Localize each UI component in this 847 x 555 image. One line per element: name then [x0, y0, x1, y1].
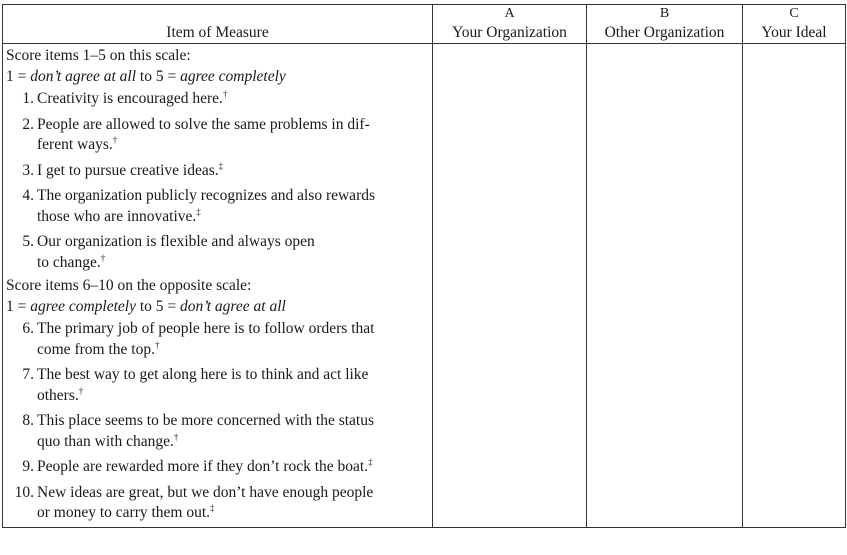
list-item	[3, 230, 432, 276]
header-row	[3, 5, 846, 44]
item-number: 7.	[22, 366, 34, 383]
source-footnote-mark: ‡	[368, 457, 373, 467]
list-item	[3, 455, 432, 481]
items-group-1	[3, 87, 432, 276]
item-number: 4.	[22, 187, 34, 204]
source-footnote-mark: †	[154, 339, 160, 350]
list-item	[3, 481, 432, 527]
item-text-continued: come from the top.	[37, 340, 155, 358]
column-a-title: Your Organization	[452, 24, 567, 41]
column-a-score-cells[interactable]	[433, 44, 587, 528]
column-c-letter: C	[789, 6, 799, 21]
item-number: 3.	[22, 161, 34, 179]
list-item	[3, 87, 432, 113]
source-footnote-mark: ‡	[210, 503, 215, 513]
item-column-title: Item of Measure	[166, 24, 269, 41]
column-c-score-cells[interactable]	[743, 44, 846, 528]
list-item	[3, 113, 432, 159]
table-body-row	[3, 44, 846, 528]
item-number: 5.	[22, 233, 34, 250]
section-1-instructions	[3, 44, 432, 87]
source-footnote-mark: ‡	[218, 160, 224, 171]
column-c-header	[743, 5, 846, 44]
column-b-letter: B	[659, 6, 670, 21]
item-number: 6.	[22, 320, 34, 337]
item-text-continued: others.	[37, 386, 79, 404]
item-text-continued: ferent ways.	[37, 136, 113, 153]
item-text: This place seems to be more concerned with the status	[37, 412, 375, 429]
item-text-continued: or money to carry them out.	[37, 504, 211, 521]
item-text-continued: quo than with change.	[37, 432, 174, 450]
list-item	[3, 409, 432, 455]
list-item	[3, 363, 432, 409]
list-item	[3, 184, 432, 230]
list-item	[3, 317, 432, 363]
section-2-instructions	[3, 276, 432, 317]
section-1-heading: Score items 1–5 on this scale:	[6, 47, 191, 64]
item-text: The best way to get along here is to think and act like	[37, 366, 369, 383]
item-text: The primary job of people here is to follow orders that	[37, 320, 375, 337]
list-item	[3, 159, 432, 185]
section-2-scale: 1 = agree completely to 5 = don’t agree at all	[6, 297, 286, 315]
column-b-score-cells[interactable]	[587, 44, 743, 528]
column-a-header	[433, 5, 587, 44]
item-text: The organization publicly recognizes and also rewards	[37, 187, 376, 204]
item-column	[3, 44, 433, 528]
column-a-letter: A	[504, 6, 515, 21]
item-number: 2.	[22, 115, 34, 133]
source-footnote-mark: †	[222, 89, 228, 99]
source-footnote-mark: †	[78, 385, 84, 396]
item-number: 10.	[14, 483, 34, 501]
item-column-header	[3, 5, 433, 44]
column-c-title: Your Ideal	[761, 24, 827, 41]
column-b-title: Other Organization	[604, 24, 725, 41]
item-text: I get to pursue creative ideas.	[37, 161, 219, 179]
section-1-scale: 1 = don’t agree at all to 5 = agree completely	[6, 67, 286, 85]
items-group-2	[3, 317, 432, 527]
item-text-continued: to change.	[37, 253, 101, 271]
item-text-continued: those who are innovative.	[37, 207, 197, 225]
item-text: Creativity is encouraged here.	[37, 90, 223, 107]
source-footnote-mark: †	[112, 135, 118, 145]
source-footnote-mark: †	[100, 252, 106, 263]
item-text: People are allowed to solve the same problems in dif-	[37, 115, 370, 133]
item-number: 9.	[22, 458, 34, 475]
measure-table	[2, 4, 846, 528]
item-text: People are rewarded more if they don’t rock the boat.	[37, 458, 369, 475]
item-text: New ideas are great, but we don’t have enough people	[37, 483, 374, 501]
item-number: 8.	[22, 412, 34, 429]
column-b-header	[587, 5, 743, 44]
item-number: 1.	[22, 90, 34, 107]
source-footnote-mark: †	[173, 431, 179, 442]
item-text: Our organization is flexible and always open	[37, 233, 315, 250]
section-2-heading: Score items 6–10 on the opposite scale:	[6, 277, 252, 294]
source-footnote-mark: ‡	[196, 206, 201, 217]
